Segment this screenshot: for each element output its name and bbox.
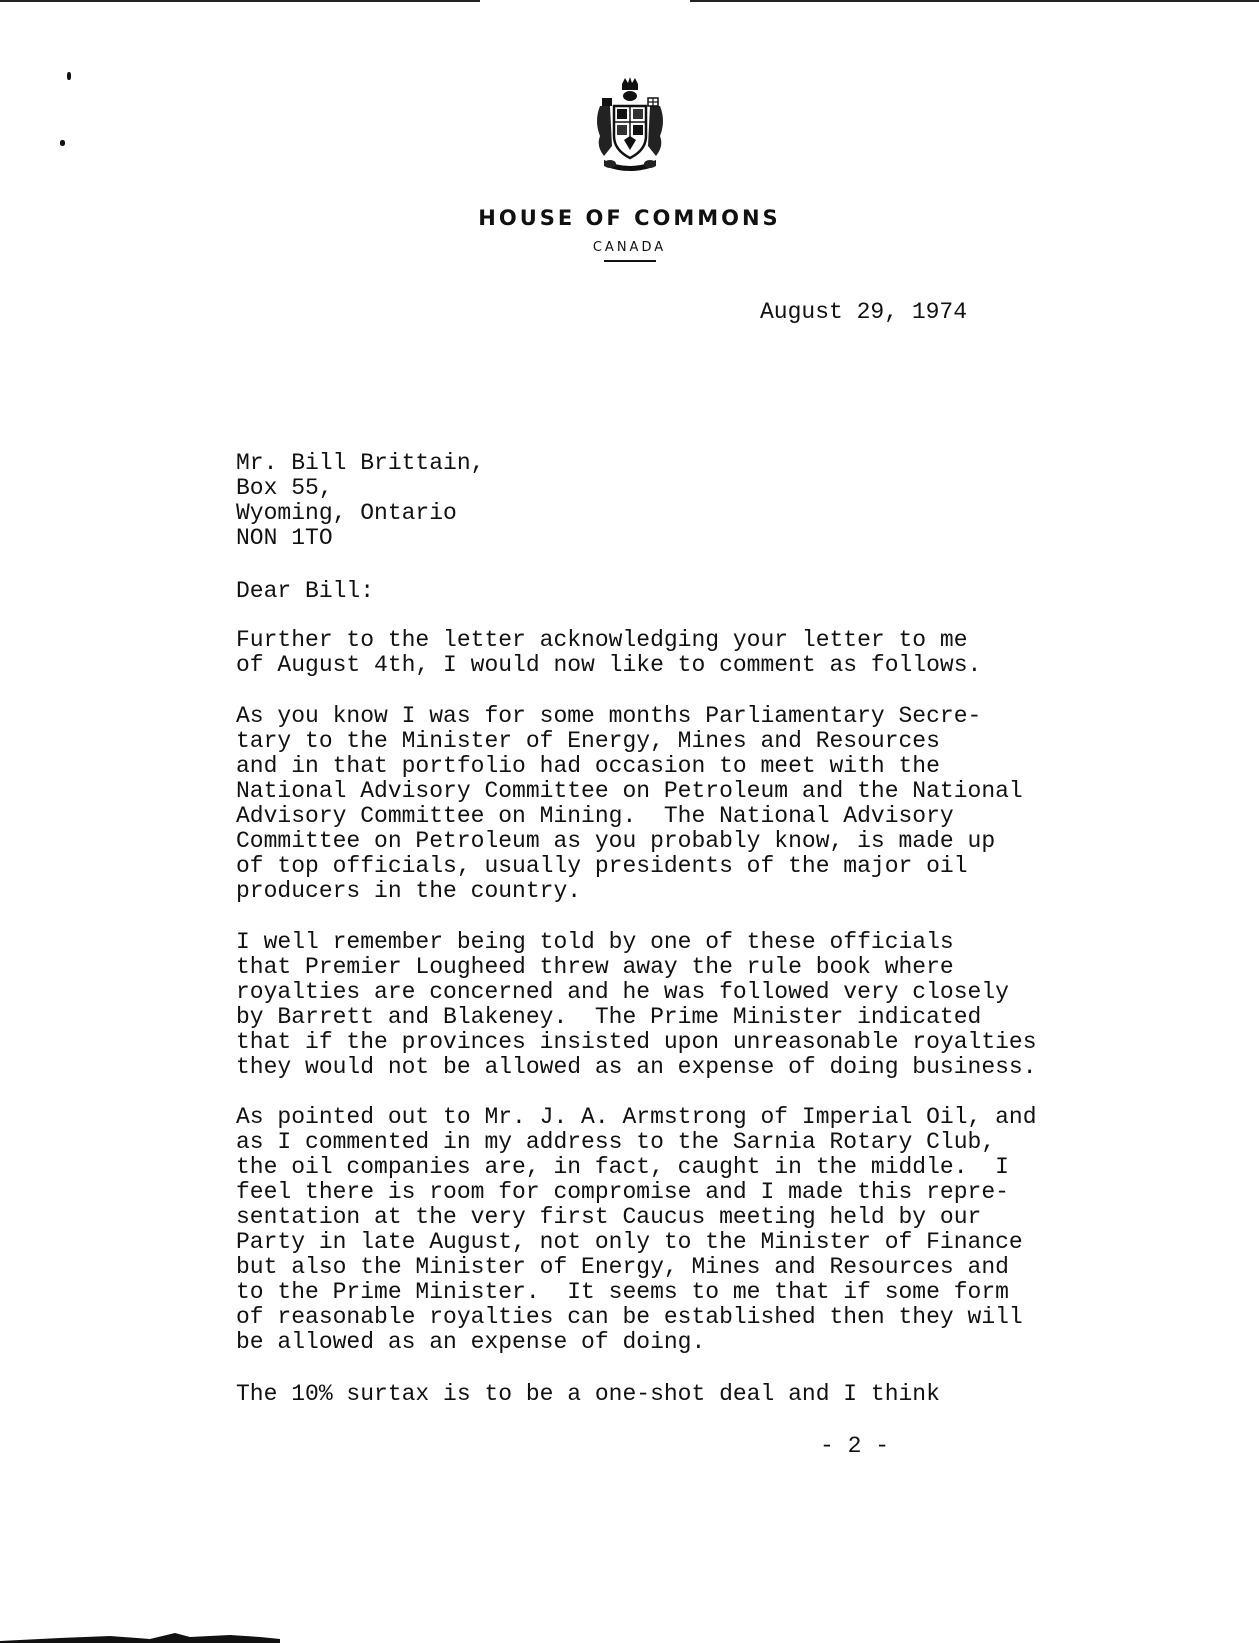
body-paragraph xyxy=(236,1382,940,1407)
letterhead-title: HOUSE OF COMMONS xyxy=(478,206,781,230)
address-line: NON 1TO xyxy=(236,525,333,551)
body-line: Committee on Petroleum as you probably know, is made up xyxy=(236,828,996,854)
body-line: the oil companies are, in fact, caught in the middle. I xyxy=(236,1154,1009,1180)
scan-edge-top-right xyxy=(690,0,1259,2)
body-line: but also the Minister of Energy, Mines and Resources and xyxy=(236,1254,1009,1280)
recipient-address xyxy=(236,451,484,551)
body-line: Advisory Committee on Mining. The National Advisory xyxy=(236,803,954,829)
body-line: National Advisory Committee on Petroleum and the National xyxy=(236,778,1023,804)
salutation: Dear Bill: xyxy=(236,578,375,604)
body-line: of August 4th, I would now like to comment as follows. xyxy=(236,652,982,678)
page-number: - 2 - xyxy=(820,1433,890,1459)
body-line: and in that portfolio had occasion to meet with the xyxy=(236,753,940,779)
body-paragraph xyxy=(236,628,981,678)
body-line: as I commented in my address to the Sarnia Rotary Club, xyxy=(236,1129,996,1155)
body-line: that if the provinces insisted upon unreasonable royalties xyxy=(236,1029,1037,1055)
body-line: The 10% surtax is to be a one-shot deal and I think xyxy=(236,1381,940,1407)
body-line: by Barrett and Blakeney. The Prime Minister indicated xyxy=(236,1004,982,1030)
letterhead-rule xyxy=(604,260,656,262)
body-line: to the Prime Minister. It seems to me that if some form xyxy=(236,1279,1009,1305)
letterhead-subtitle: CANADA xyxy=(592,240,667,255)
body-paragraph xyxy=(236,930,1037,1080)
body-line: As pointed out to Mr. J. A. Armstrong of Imperial Oil, and xyxy=(236,1104,1037,1130)
scan-speck xyxy=(60,140,65,146)
body-line: tary to the Minister of Energy, Mines and Resources xyxy=(236,728,940,754)
body-line: I well remember being told by one of these officials xyxy=(236,929,954,955)
address-line: Wyoming, Ontario xyxy=(236,500,457,526)
body-line: sentation at the very first Caucus meeting held by our xyxy=(236,1204,982,1230)
body-line: Party in late August, not only to the Minister of Finance xyxy=(236,1229,1023,1255)
scan-edge-top-left xyxy=(0,0,480,2)
body-line: be allowed as an expense of doing. xyxy=(236,1329,706,1355)
body-line: royalties are concerned and he was followed very closely xyxy=(236,979,1009,1005)
body-line: Further to the letter acknowledging your letter to me xyxy=(236,627,968,653)
canadian-coat-of-arms-icon xyxy=(590,76,670,176)
body-line: producers in the country. xyxy=(236,878,582,904)
letter-date: August 29, 1974 xyxy=(760,299,968,325)
body-paragraph xyxy=(236,1105,1037,1355)
body-line: that Premier Lougheed threw away the rule book where xyxy=(236,954,954,980)
scan-speck xyxy=(67,72,71,80)
body-paragraph xyxy=(236,704,1023,904)
body-line: As you know I was for some months Parliamentary Secre- xyxy=(236,703,982,729)
body-line: of top officials, usually presidents of the major oil xyxy=(236,853,968,879)
scan-smudge xyxy=(0,1623,300,1643)
body-line: feel there is room for compromise and I made this repre- xyxy=(236,1179,1009,1205)
body-line: they would not be allowed as an expense of doing business. xyxy=(236,1054,1037,1080)
body-line: of reasonable royalties can be established then they will xyxy=(236,1304,1023,1330)
address-line: Box 55, xyxy=(236,475,333,501)
address-line: Mr. Bill Brittain, xyxy=(236,450,485,476)
